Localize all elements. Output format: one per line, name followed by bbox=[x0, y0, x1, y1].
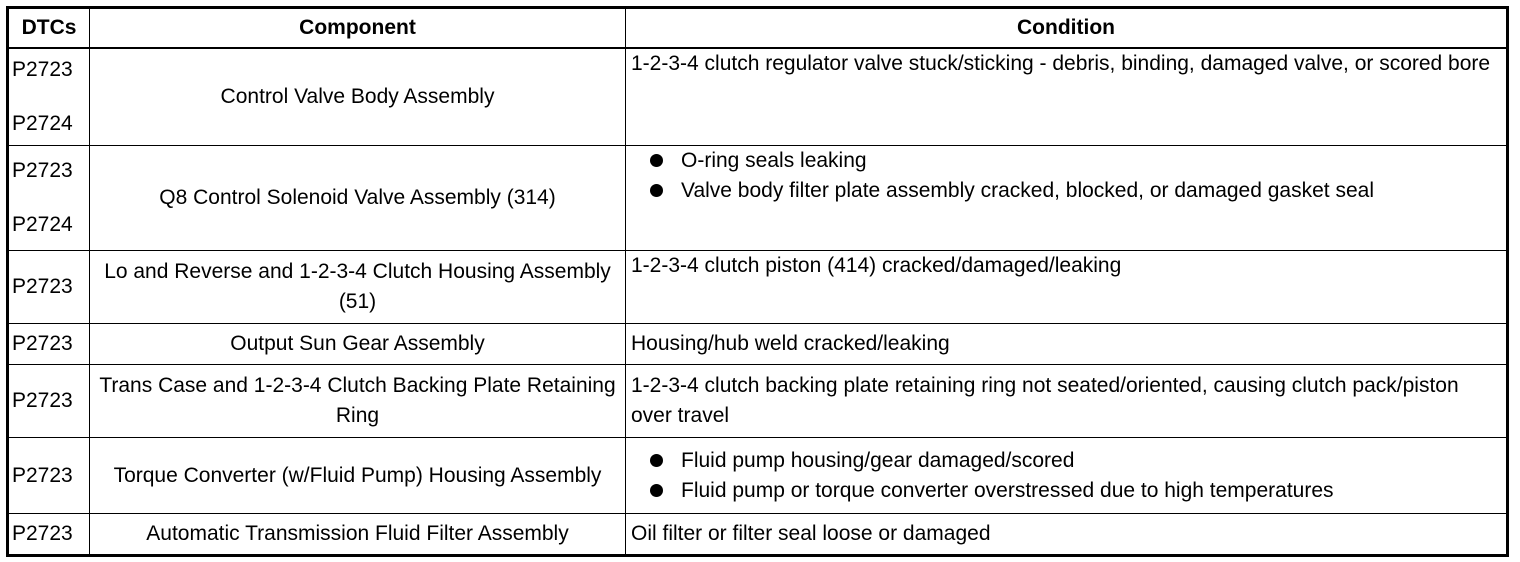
component-cell: Lo and Reverse and 1-2-3-4 Clutch Housing Assembly (51) bbox=[90, 251, 626, 324]
dtc-cell bbox=[8, 514, 90, 556]
condition-bullet-list bbox=[631, 446, 1502, 506]
condition-cell: 1-2-3-4 clutch backing plate retaining ring not seated/oriented, causing clutch pack/piston over travel bbox=[626, 365, 1508, 438]
component-cell: Trans Case and 1-2-3-4 Clutch Backing Plate Retaining Ring bbox=[90, 365, 626, 438]
dtc-code: P2723 bbox=[12, 159, 73, 182]
bullet-text: Valve body filter plate assembly cracked, blocked, or damaged gasket seal bbox=[681, 179, 1374, 202]
condition-cell bbox=[626, 146, 1508, 251]
table-row bbox=[8, 514, 1508, 556]
dtc-code: P2724 bbox=[12, 112, 73, 135]
list-item bbox=[631, 176, 1502, 206]
condition-cell: 1-2-3-4 clutch regulator valve stuck/sticking - debris, binding, damaged valve, or scored bore bbox=[626, 48, 1508, 146]
dtc-code: P2723 bbox=[12, 389, 73, 412]
component-cell: Q8 Control Solenoid Valve Assembly (314) bbox=[90, 146, 626, 251]
table-row bbox=[8, 324, 1508, 365]
component-cell: Control Valve Body Assembly bbox=[90, 48, 626, 146]
dtc-code: P2723 bbox=[12, 58, 73, 81]
table-row bbox=[8, 48, 1508, 146]
header-component: Component bbox=[90, 8, 626, 49]
table-row bbox=[8, 438, 1508, 514]
table-row bbox=[8, 146, 1508, 251]
dtc-cell bbox=[8, 146, 90, 251]
dtc-cell bbox=[8, 48, 90, 146]
header-condition: Condition bbox=[626, 8, 1508, 49]
header-dtcs: DTCs bbox=[8, 8, 90, 49]
dtc-cell bbox=[8, 438, 90, 514]
table-header-row bbox=[8, 8, 1508, 49]
condition-cell: Oil filter or filter seal loose or damaged bbox=[626, 514, 1508, 556]
component-cell: Automatic Transmission Fluid Filter Assembly bbox=[90, 514, 626, 556]
list-item bbox=[631, 146, 1502, 176]
condition-cell: 1-2-3-4 clutch piston (414) cracked/damaged/leaking bbox=[626, 251, 1508, 324]
condition-cell: Housing/hub weld cracked/leaking bbox=[626, 324, 1508, 365]
dtc-cell bbox=[8, 251, 90, 324]
list-item bbox=[631, 476, 1502, 506]
dtc-cell bbox=[8, 365, 90, 438]
bullet-text: Fluid pump or torque converter overstressed due to high temperatures bbox=[681, 478, 1334, 502]
bullet-text: Fluid pump housing/gear damaged/scored bbox=[681, 448, 1075, 472]
condition-bullet-list bbox=[631, 146, 1502, 206]
bullet-text: O-ring seals leaking bbox=[681, 149, 867, 172]
dtc-code: P2723 bbox=[12, 463, 73, 487]
dtc-code: P2724 bbox=[12, 213, 73, 236]
bullet-icon bbox=[650, 184, 663, 197]
list-item bbox=[631, 446, 1502, 476]
dtc-code: P2723 bbox=[12, 522, 73, 545]
table-row bbox=[8, 365, 1508, 438]
dtc-code: P2723 bbox=[12, 332, 73, 355]
bullet-icon bbox=[650, 454, 663, 467]
component-cell: Output Sun Gear Assembly bbox=[90, 324, 626, 365]
condition-cell bbox=[626, 438, 1508, 514]
bullet-icon bbox=[650, 154, 663, 167]
component-cell: Torque Converter (w/Fluid Pump) Housing Assembly bbox=[90, 438, 626, 514]
table-row bbox=[8, 251, 1508, 324]
dtc-cell bbox=[8, 324, 90, 365]
dtc-table-container bbox=[6, 6, 1506, 557]
dtc-diagnostic-table bbox=[6, 6, 1509, 557]
bullet-icon bbox=[650, 484, 663, 497]
dtc-code: P2723 bbox=[12, 275, 73, 298]
